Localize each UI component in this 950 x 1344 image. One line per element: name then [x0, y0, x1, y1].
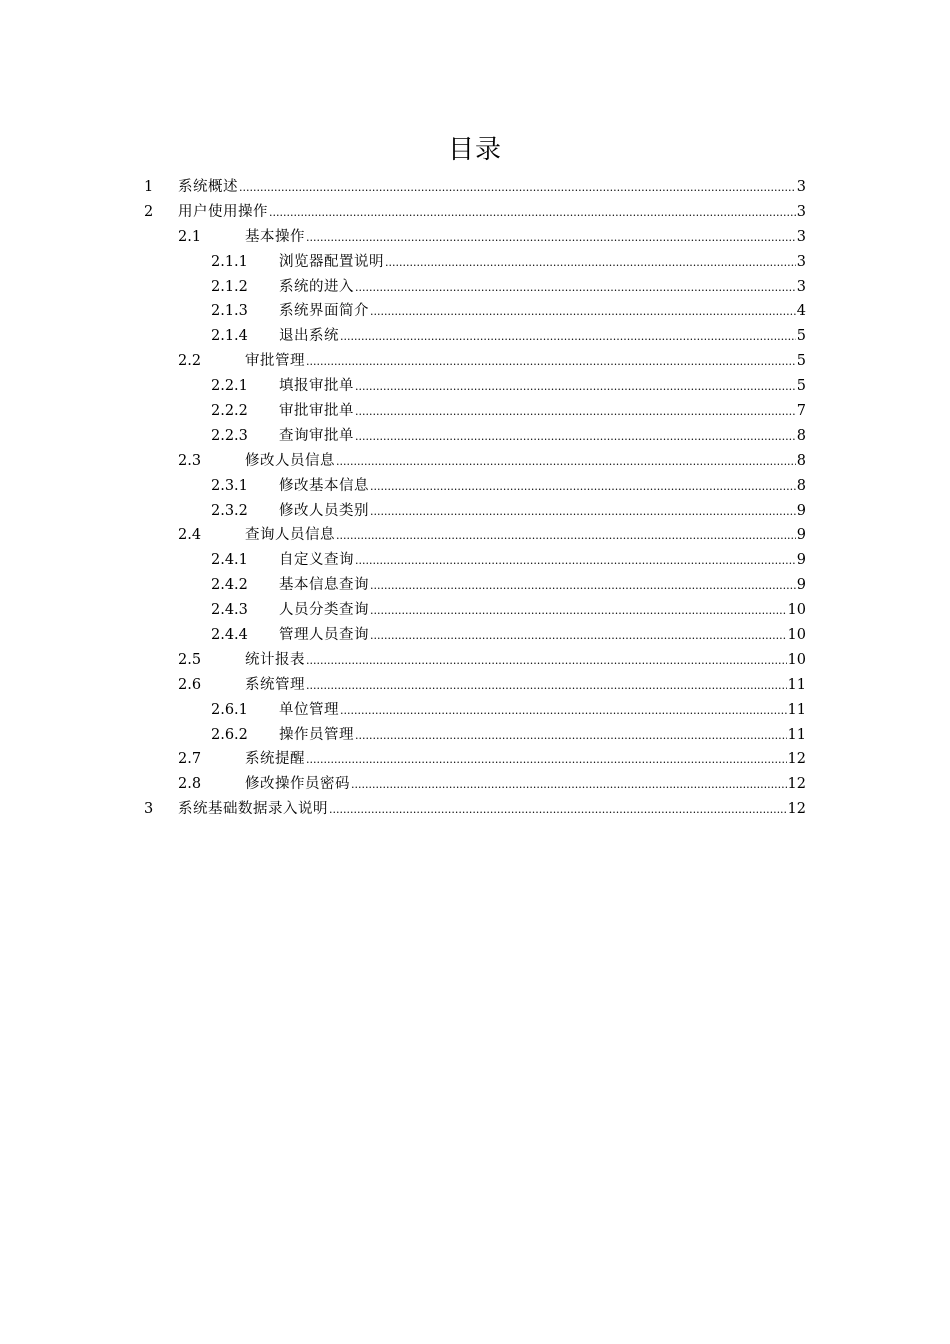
toc-entry[interactable]: [0, 374, 950, 399]
toc-entry-number: 2.4: [178, 527, 202, 544]
toc-entry-body: [245, 225, 806, 251]
toc-dot-leader: [336, 450, 796, 475]
toc-entry[interactable]: [0, 523, 950, 548]
toc-entry[interactable]: [0, 200, 950, 225]
toc-entry-label[interactable]: 修改基本信息: [279, 477, 369, 494]
toc-entry-number: 2.1.1: [211, 253, 248, 270]
toc-entry-label[interactable]: 浏览器配置说明: [279, 253, 384, 270]
toc-entry-number: 2.5: [178, 651, 202, 668]
toc-entry-number: 2.1.2: [211, 278, 248, 295]
toc-entry-page-number: 3: [796, 228, 806, 245]
toc-dot-leader: [336, 524, 796, 549]
toc-entry-number: 1: [144, 179, 154, 195]
toc-entry-page-number: 11: [787, 676, 806, 693]
toc-entry-body: [245, 747, 806, 773]
toc-entry[interactable]: [0, 772, 950, 797]
toc-entry-page-number: 3: [796, 278, 806, 295]
toc-entry-label[interactable]: 填报审批单: [279, 378, 354, 395]
toc-entry-label[interactable]: 系统基础数据录入说明: [178, 801, 328, 818]
toc-entry-label[interactable]: 系统概述: [178, 179, 238, 195]
toc-entry-body: [279, 374, 806, 400]
toc-entry-page-number: 8: [796, 452, 806, 469]
toc-entry-page-number: 12: [787, 776, 806, 793]
toc-entry-page-number: 5: [796, 378, 806, 395]
toc-dot-leader: [355, 400, 796, 425]
toc-entry-body: [279, 324, 806, 350]
toc-entry-label[interactable]: 审批审批单: [279, 403, 354, 420]
toc-dot-leader: [355, 549, 796, 574]
toc-dot-leader: [355, 375, 796, 400]
toc-entry-number: 2.6.2: [211, 726, 248, 743]
toc-entry-page-number: 5: [796, 353, 806, 370]
toc-entry-label[interactable]: 查询审批单: [279, 427, 354, 444]
toc-dot-leader: [239, 176, 796, 201]
toc-dot-leader: [370, 624, 787, 649]
toc-entry-number: 2.1: [178, 228, 202, 245]
toc-entry[interactable]: [0, 349, 950, 374]
toc-entry-body: [245, 648, 806, 674]
toc-entry-body: [279, 250, 806, 276]
toc-entry-label[interactable]: 修改人员信息: [245, 452, 335, 469]
toc-dot-leader: [370, 475, 796, 500]
toc-dot-leader: [370, 500, 796, 525]
toc-entry[interactable]: [0, 474, 950, 499]
toc-entry-label[interactable]: 统计报表: [245, 651, 305, 668]
toc-entry-page-number: 9: [796, 527, 806, 544]
toc-entry[interactable]: [0, 225, 950, 250]
toc-dot-leader: [306, 226, 796, 251]
toc-entry[interactable]: [0, 399, 950, 424]
toc-dot-leader: [355, 425, 796, 450]
toc-entry-label[interactable]: 操作员管理: [279, 726, 354, 743]
toc-entry[interactable]: [0, 723, 950, 748]
toc-entry[interactable]: [0, 275, 950, 300]
toc-entry-label[interactable]: 自定义查询: [279, 552, 354, 569]
toc-list: [0, 175, 950, 822]
toc-entry-number: 2.7: [178, 751, 202, 768]
toc-entry-page-number: 12: [787, 751, 806, 768]
toc-entry-label[interactable]: 用户使用操作: [178, 203, 268, 220]
toc-dot-leader: [340, 699, 787, 724]
toc-entry-body: [279, 275, 806, 301]
toc-dot-leader: [306, 674, 787, 699]
toc-entry-label[interactable]: 管理人员查询: [279, 627, 369, 644]
toc-dot-leader: [329, 798, 787, 823]
toc-entry-body: [245, 349, 806, 375]
toc-entry[interactable]: [0, 698, 950, 723]
toc-entry-label[interactable]: 系统的进入: [279, 278, 354, 295]
toc-entry-label[interactable]: 修改人员类别: [279, 502, 369, 519]
toc-entry-body: [279, 399, 806, 425]
toc-dot-leader: [355, 276, 796, 301]
toc-title: 目录: [447, 135, 502, 165]
toc-entry-page-number: 9: [796, 577, 806, 594]
toc-entry-number: 2: [144, 203, 154, 220]
toc-entry-label[interactable]: 系统界面简介: [279, 303, 369, 320]
toc-entry-number: 2.2: [178, 353, 202, 370]
toc-dot-leader: [355, 724, 787, 749]
toc-entry-page-number: 3: [796, 253, 806, 270]
toc-entry-page-number: 10: [787, 602, 806, 619]
toc-entry-label[interactable]: 修改操作员密码: [245, 776, 350, 793]
toc-entry-page-number: 7: [796, 403, 806, 420]
toc-entry-number: 2.6: [178, 676, 202, 693]
toc-entry-page-number: 10: [787, 627, 806, 644]
toc-entry-number: 2.4.1: [211, 552, 248, 569]
toc-entry-body: [279, 474, 806, 500]
toc-entry-page-number: 8: [796, 427, 806, 444]
toc-entry-number: 2.3: [178, 452, 202, 469]
toc-entry-number: 2.6.1: [211, 701, 248, 718]
toc-entry-label[interactable]: 单位管理: [279, 701, 339, 718]
toc-entry-label[interactable]: 系统管理: [245, 676, 305, 693]
toc-entry[interactable]: [0, 250, 950, 275]
toc-entry-body: [279, 698, 806, 724]
toc-entry[interactable]: [0, 449, 950, 474]
toc-entry-body: [245, 772, 806, 798]
toc-dot-leader: [306, 350, 796, 375]
toc-entry[interactable]: [0, 175, 950, 200]
toc-entry-number: 2.8: [178, 776, 202, 793]
toc-entry-body: [245, 449, 806, 475]
toc-entry[interactable]: [0, 324, 950, 349]
toc-entry-label[interactable]: 退出系统: [279, 328, 339, 345]
toc-dot-leader: [351, 773, 787, 798]
toc-entry-number: 2.1.4: [211, 328, 248, 345]
toc-entry-body: [279, 424, 806, 450]
toc-entry[interactable]: [0, 424, 950, 449]
toc-entry[interactable]: [0, 747, 950, 772]
toc-entry-page-number: 8: [796, 477, 806, 494]
toc-entry-label[interactable]: 系统提醒: [245, 751, 305, 768]
toc-entry-number: 2.3.2: [211, 502, 248, 519]
toc-entry-page-number: 11: [787, 726, 806, 743]
toc-entry-page-number: 4: [796, 303, 806, 320]
toc-dot-leader: [306, 748, 787, 773]
toc-entry[interactable]: [0, 499, 950, 524]
toc-entry-page-number: 11: [787, 701, 806, 718]
toc-entry-body: [279, 723, 806, 749]
toc-entry[interactable]: [0, 548, 950, 573]
toc-entry-page-number: 9: [796, 552, 806, 569]
toc-dot-leader: [385, 251, 796, 276]
toc-entry-number: 2.4.3: [211, 602, 248, 619]
toc-dot-leader: [306, 649, 787, 674]
toc-entry[interactable]: [0, 573, 950, 598]
toc-entry-body: [279, 598, 806, 624]
toc-entry-body: [178, 200, 806, 226]
toc-entry-number: 3: [144, 801, 154, 818]
toc-entry-page-number: 3: [796, 203, 806, 220]
toc-entry-label[interactable]: 查询人员信息: [245, 527, 335, 544]
toc-entry[interactable]: [0, 648, 950, 673]
toc-entry-body: [279, 548, 806, 574]
toc-entry-body: [279, 573, 806, 599]
toc-dot-leader: [370, 300, 796, 325]
toc-entry-number: 2.3.1: [211, 477, 248, 494]
toc-entry-label[interactable]: 审批管理: [245, 353, 305, 370]
toc-dot-leader: [370, 574, 796, 599]
toc-entry-page-number: 5: [796, 328, 806, 345]
toc-entry-number: 2.2.3: [211, 427, 248, 444]
toc-entry-page-number: 10: [787, 651, 806, 668]
toc-entry-number: 2.4.2: [211, 577, 248, 594]
toc-entry[interactable]: [0, 299, 950, 324]
toc-entry-body: [279, 299, 806, 325]
toc-entry[interactable]: [0, 673, 950, 698]
toc-dot-leader: [370, 599, 787, 624]
toc-dot-leader: [269, 201, 796, 226]
toc-entry[interactable]: [0, 797, 950, 822]
toc-entry[interactable]: [0, 623, 950, 648]
toc-entry[interactable]: [0, 598, 950, 623]
toc-entry-body: [245, 523, 806, 549]
toc-entry-label[interactable]: 基本信息查询: [279, 577, 369, 594]
toc-entry-label[interactable]: 人员分类查询: [279, 602, 369, 619]
toc-entry-body: [178, 175, 806, 201]
toc-entry-label[interactable]: 基本操作: [245, 228, 305, 245]
toc-entry-page-number: 3: [796, 179, 806, 195]
toc-entry-body: [279, 499, 806, 525]
toc-dot-leader: [340, 325, 796, 350]
toc-entry-number: 2.2.1: [211, 378, 248, 395]
toc-entry-page-number: 12: [787, 801, 806, 818]
toc-entry-number: 2.4.4: [211, 627, 248, 644]
toc-entry-body: [279, 623, 806, 649]
toc-entry-body: [178, 797, 806, 823]
toc-entry-page-number: 9: [796, 502, 806, 519]
toc-entry-body: [245, 673, 806, 699]
toc-entry-number: 2.2.2: [211, 403, 248, 420]
toc-entry-number: 2.1.3: [211, 303, 248, 320]
